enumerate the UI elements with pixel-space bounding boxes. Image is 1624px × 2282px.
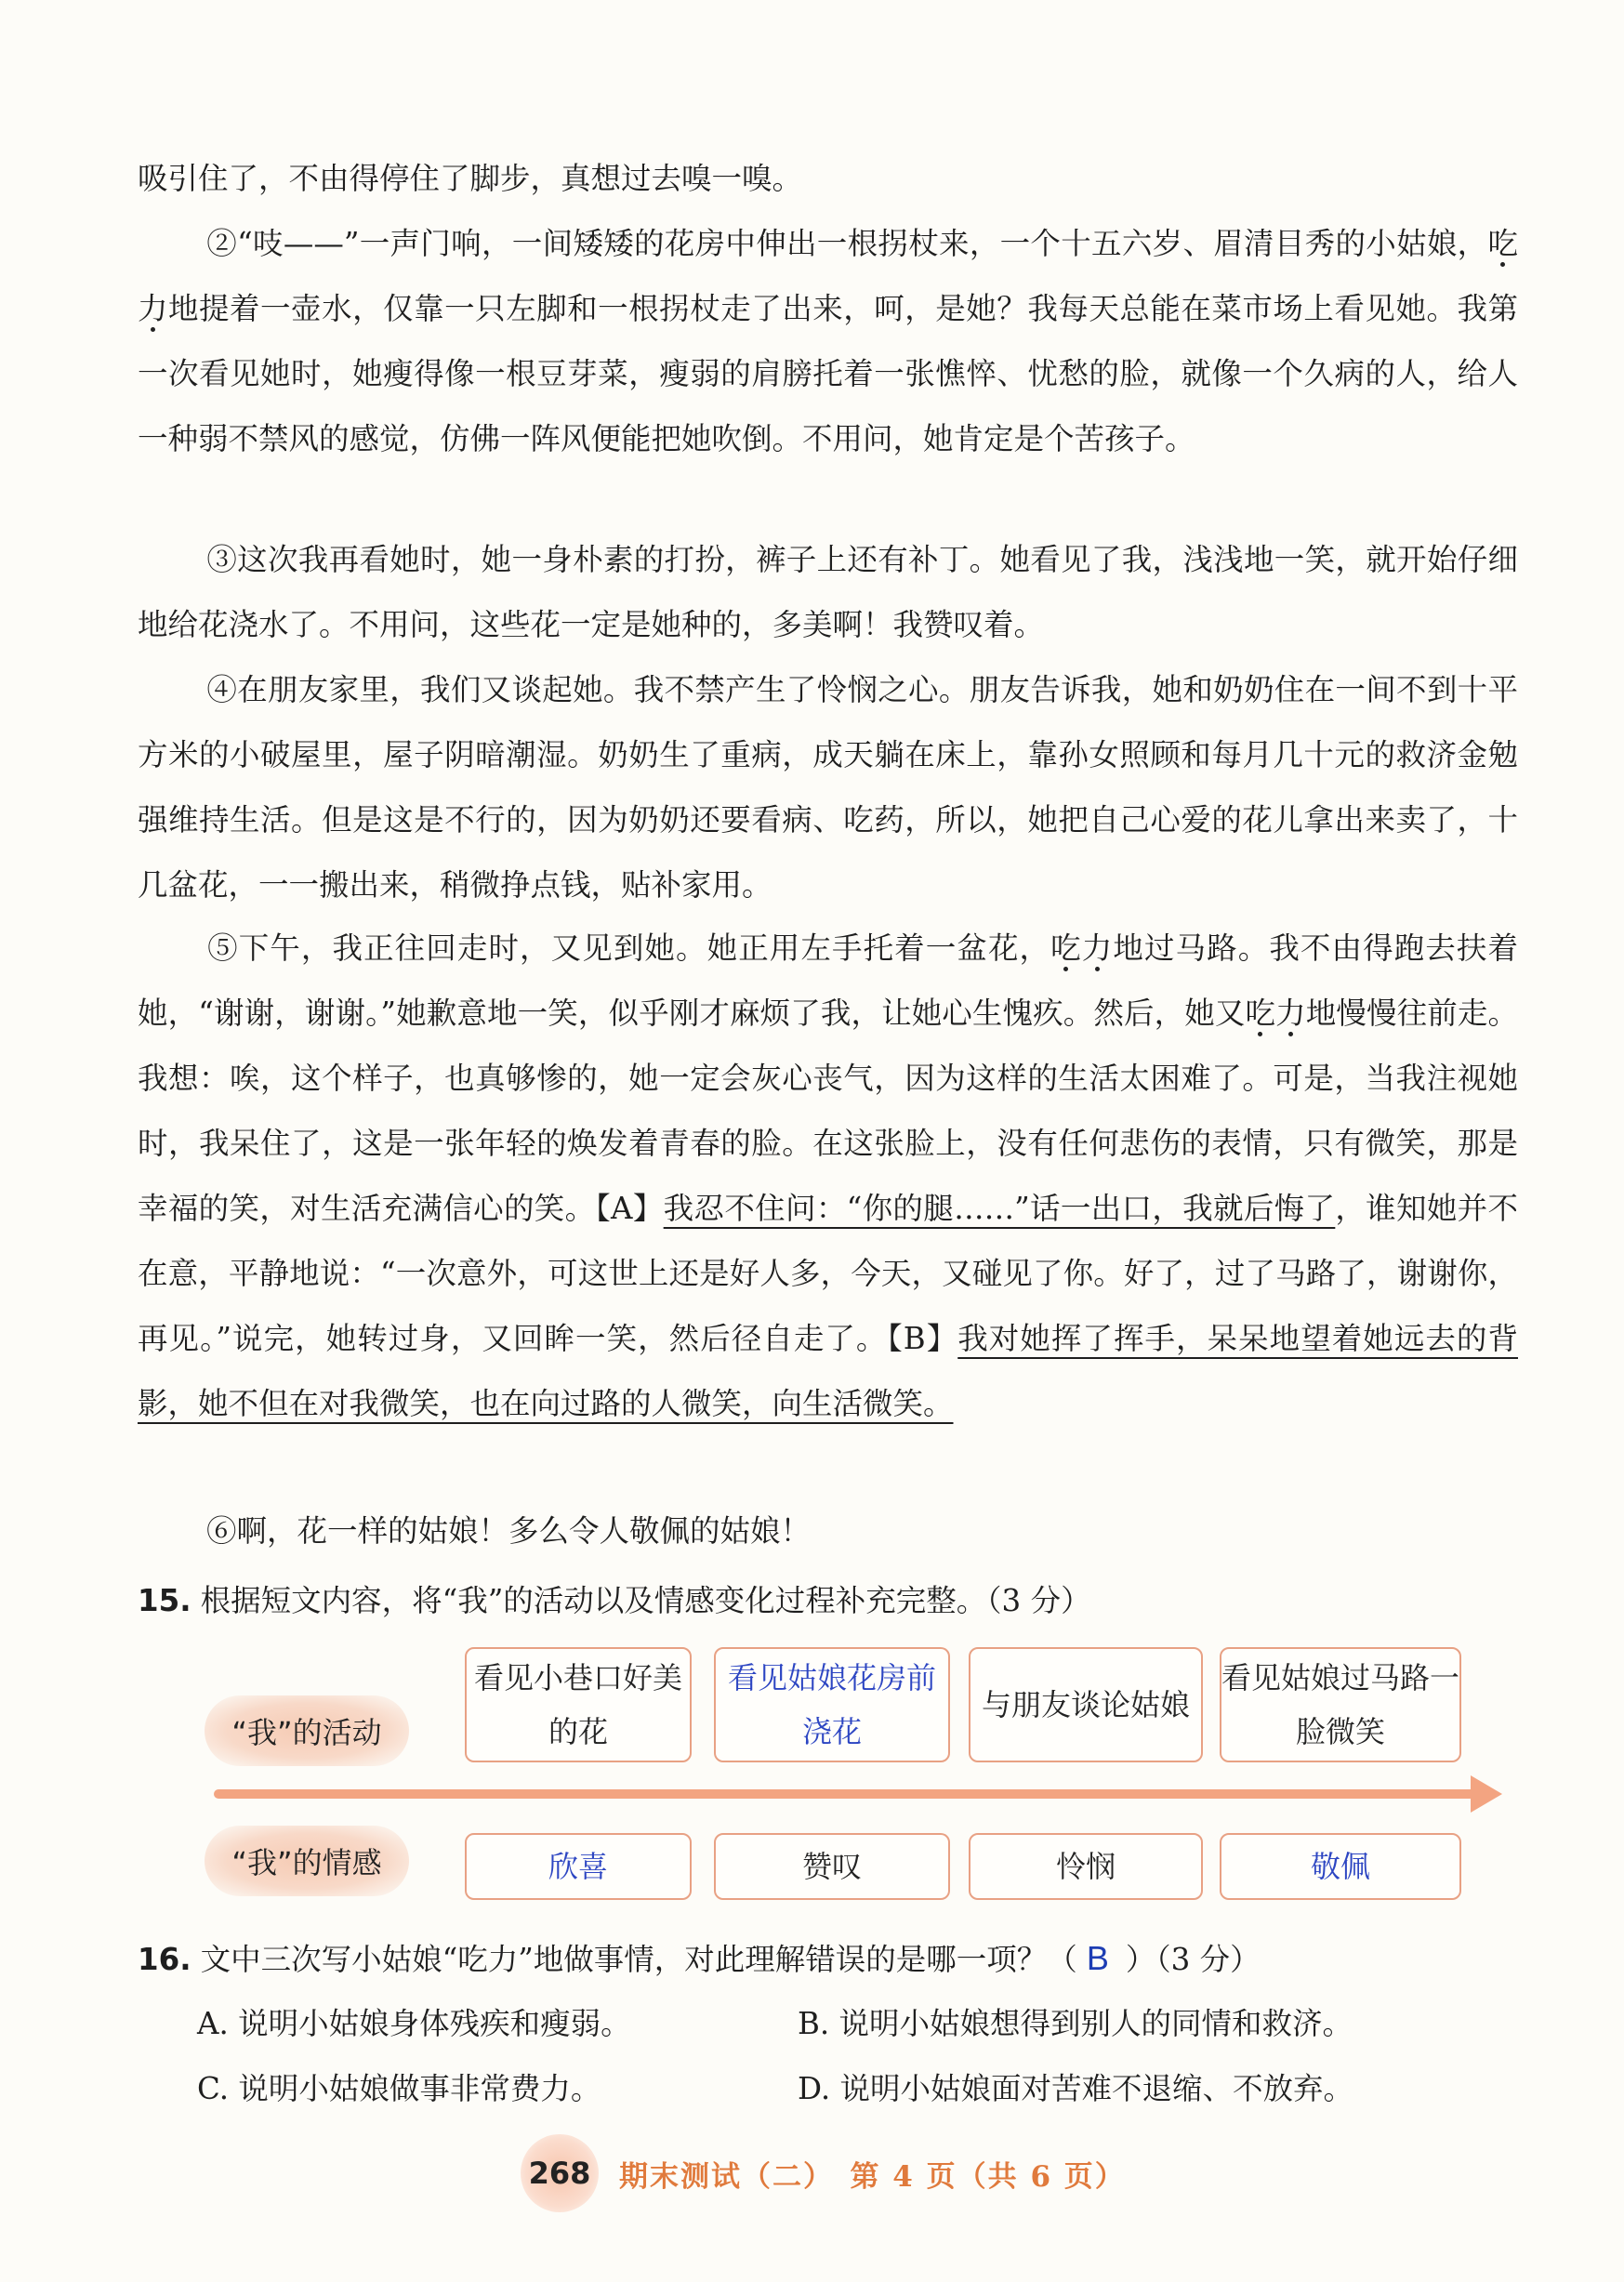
page-footer	[521, 2145, 1126, 2201]
question-15: 15. 根据短文内容，将“我”的活动以及情感变化过程补充完整。（3 分）	[138, 1583, 1091, 1618]
q16-answer: B	[1086, 1939, 1109, 1977]
emphasis-dot-char: 吃	[1487, 226, 1518, 261]
mark-b: 【B】	[887, 1321, 958, 1356]
mark-a: 【A】	[595, 1191, 664, 1226]
activity-answer-box-2: 看见姑娘花房前浇花	[714, 1647, 950, 1762]
passage-paragraph-5: ⑤下午，我正往回走时，又见到她。她正用左手托着一盆花，吃力地过马路。我不由得跑去扶着她，“谢谢，谢谢。”她歉意地一笑，似乎刚才麻烦了我，让她心生愧疚。然后，她又吃力地慢慢往前走。我想：唉，这个样子，也真够惨的，她一定会灰心丧气，因为这样的生活太困难了。可是，当我注视她时，我呆住了，这是一张年轻的焕发着青春的脸。在这张脸上，没有任何悲伤的表情，只有微笑，那是幸福的笑，对生活充满信心的笑。【A】我忍不住问：“你的腿……”话一出口，我就后悔了，谁知她并不在意，平静地说：“一次意外，可这世上还是好人多，今天，又碰见了你。好了，过了马路了，谢谢你，再见。”说完，她转过身，又回眸一笑，然后径自走了。【B】我对她挥了挥手，呆呆地望着她远去的背影，她不但在对我微笑，也在向过路的人微笑，向生活微笑。	[138, 930, 1518, 1421]
activity-emotion-diagram	[205, 1638, 1506, 1917]
q16-option-a: A. 说明小姑娘身体残疾和瘦弱。	[197, 2006, 631, 2041]
question-16: 16. 文中三次写小姑娘“吃力”地做事情，对此理解错误的是哪一项？（ B ）（3 分）	[138, 1939, 1261, 1977]
emotion-box-2: 赞叹	[714, 1833, 950, 1900]
emotion-answer-box-4: 敬佩	[1220, 1833, 1461, 1900]
q16-option-b: B. 说明小姑娘想得到别人的同情和救济。	[798, 2006, 1353, 2041]
timeline-arrow-head	[1471, 1775, 1502, 1813]
activity-box-1: 看见小巷口好美的花	[465, 1647, 692, 1762]
q16-option-d: D. 说明小姑娘面对苦难不退缩、不放弃。	[798, 2071, 1354, 2106]
passage-paragraph-2: ②“吱——”一声门响，一间矮矮的花房中伸出一根拐杖来，一个十五六岁、眉清目秀的小姑娘，吃力地提着一壶水，仅靠一只左脚和一根拐杖走了出来，呵，是她？我每天总能在菜市场上看见她。我第一次看见她时，她瘦得像一根豆芽菜，瘦弱的肩膀托着一张憔悴、忧愁的脸，就像一个久病的人，给人一种弱不禁风的感觉，仿佛一阵风便能把她吹倒。不用问，她肯定是个苦孩子。	[138, 226, 1518, 456]
emotion-answer-box-1: 欣喜	[465, 1833, 692, 1900]
emphasis-dot-char: 吃	[1245, 996, 1276, 1031]
page-number: 268	[521, 2134, 599, 2212]
emotion-box-3: 怜悯	[969, 1833, 1203, 1900]
underlined-sentence-a: 我忍不住问：“你的腿……”话一出口，我就后悔了	[663, 1191, 1336, 1226]
emphasis-dot-char: 力	[138, 291, 169, 326]
passage-paragraph-6: ⑥啊，花一样的姑娘！多么令人敬佩的姑娘！	[206, 1513, 812, 1549]
activity-box-3: 与朋友谈论姑娘	[969, 1647, 1203, 1762]
emphasis-dot-char: 吃	[1050, 930, 1082, 966]
activity-row-label: “我”的活动	[205, 1695, 409, 1766]
footer-caption: 期末测试（二） 第 4 页（共 6 页）	[619, 2159, 1126, 2194]
q16-option-c: C. 说明小姑娘做事非常费力。	[197, 2071, 601, 2106]
emphasis-dot-char: 力	[1081, 930, 1114, 966]
timeline-arrow-line	[214, 1789, 1478, 1799]
activity-box-4: 看见姑娘过马路一脸微笑	[1220, 1647, 1461, 1762]
passage-paragraph-3: ③这次我再看她时，她一身朴素的打扮，裤子上还有补丁。她看见了我，浅浅地一笑，就开始仔细地给花浇水了。不用问，这些花一定是她种的，多美啊！我赞叹着。	[138, 542, 1518, 642]
emotion-row-label: “我”的情感	[205, 1826, 409, 1896]
passage-paragraph-4: ④在朋友家里，我们又谈起她。我不禁产生了怜悯之心。朋友告诉我，她和奶奶住在一间不到十平方米的小破屋里，屋子阴暗潮湿。奶奶生了重病，成天躺在床上，靠孙女照顾和每月几十元的救济金勉强维持生活。但是这是不行的，因为奶奶还要看病、吃药，所以，她把自己心爱的花儿拿出来卖了，十几盆花，一一搬出来，稍微挣点钱，贴补家用。	[138, 672, 1518, 903]
emphasis-dot-char: 力	[1275, 996, 1306, 1031]
passage-paragraph-1-end: 吸引住了，不由得停住了脚步，真想过去嗅一嗅。	[138, 161, 803, 196]
underlined-sentence-b: 我对她挥了挥手，呆呆地望着她远去的背影，她不但在对我微笑，也在向过路的人微笑，向生活微笑。	[138, 1321, 1518, 1421]
